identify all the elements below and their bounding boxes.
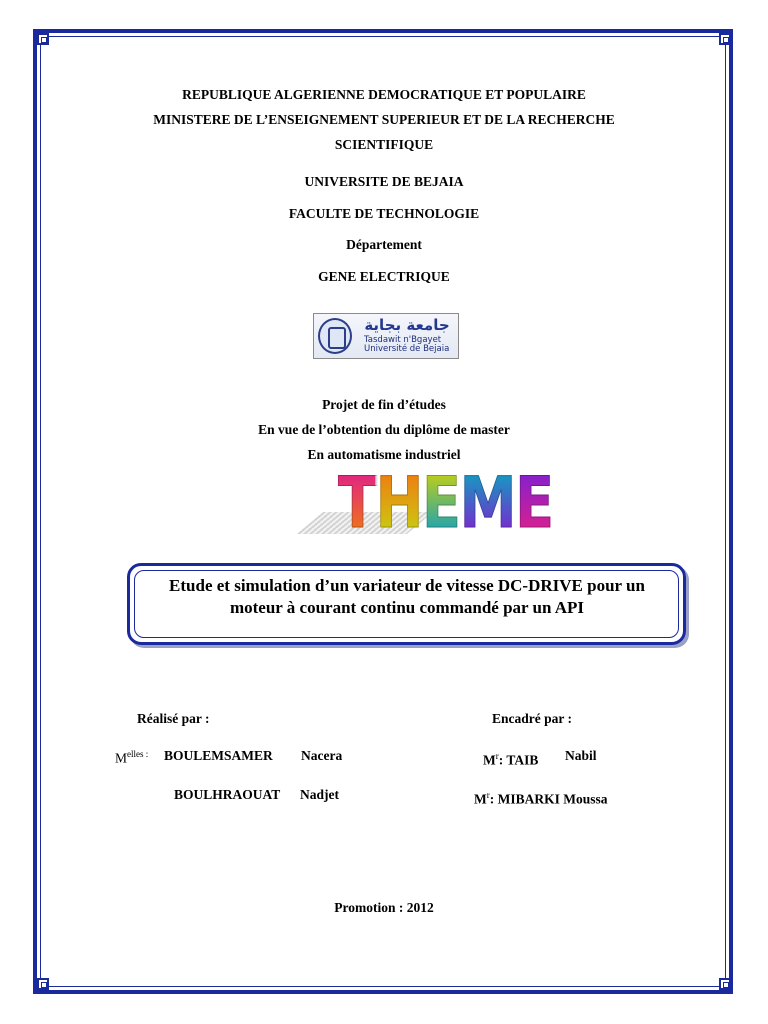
- theme-letter: M: [459, 462, 515, 544]
- thesis-title-line-1: Etude et simulation d’un variateur de vitesse DC-DRIVE pour un: [169, 576, 645, 595]
- project-line-1: Projet de fin d’études: [322, 397, 446, 412]
- corner-ornament-bottom-right: [719, 978, 731, 990]
- header-department: GENE ELECTRIQUE: [318, 269, 450, 284]
- supervisor-1-first: Nabil: [565, 748, 597, 763]
- header-republic: REPUBLIQUE ALGERIENNE DEMOCRATIQUE ET POPULAIRE: [182, 87, 586, 102]
- corner-ornament-top-right: [719, 33, 731, 45]
- logo-text-1: Tasdawit n'Bgayet: [364, 335, 442, 345]
- university-logo: [313, 313, 459, 359]
- author-2-first: Nadjet: [300, 787, 339, 802]
- corner-ornament-bottom-left: [37, 978, 49, 990]
- header-faculty: FACULTE DE TECHNOLOGIE: [288, 206, 480, 221]
- header-department-label: Département: [346, 237, 422, 252]
- author-1-first: Nacera: [301, 748, 343, 763]
- project-line-2: En vue de l’obtention du diplôme de master: [258, 422, 510, 437]
- thesis-title: [140, 575, 674, 619]
- theme-letter: E: [514, 462, 553, 544]
- thesis-title-line-2: moteur à courant continu commandé par un API: [229, 598, 585, 617]
- author-2-last: BOULHRAOUAT: [174, 787, 281, 802]
- supervisor-2: $M^r$: MIBARKI Moussa: [474, 790, 608, 807]
- logo-text-2: Université de Bejaia: [364, 344, 450, 354]
- promotion: Promotion : 2012: [334, 900, 434, 915]
- project-line-3: En automatisme industriel: [307, 447, 461, 462]
- theme-wordart: [338, 462, 553, 544]
- supervisors-label: Encadré par :: [492, 711, 572, 726]
- theme-letter: T: [338, 462, 376, 544]
- header-ministry-cont: SCIENTIFIQUE: [334, 137, 434, 152]
- author-1-last: BOULEMSAMER: [164, 748, 273, 763]
- logo-arabic-text: جامعة بجاية: [364, 316, 450, 334]
- theme-letter: E: [421, 462, 460, 544]
- logo-emblem-icon: [318, 318, 352, 354]
- authors-prefix: $M^{elles :}$: [115, 749, 149, 766]
- supervisor-1: $M^r$: TAIB: [483, 751, 539, 768]
- authors-label: Réalisé par :: [137, 711, 210, 726]
- header-ministry: MINISTERE DE L’ENSEIGNEMENT SUPERIEUR ET DE LA RECHERCHE: [153, 112, 615, 127]
- theme-letter: H: [375, 462, 422, 544]
- corner-ornament-top-left: [37, 33, 49, 45]
- header-university: UNIVERSITE DE BEJAIA: [304, 174, 464, 189]
